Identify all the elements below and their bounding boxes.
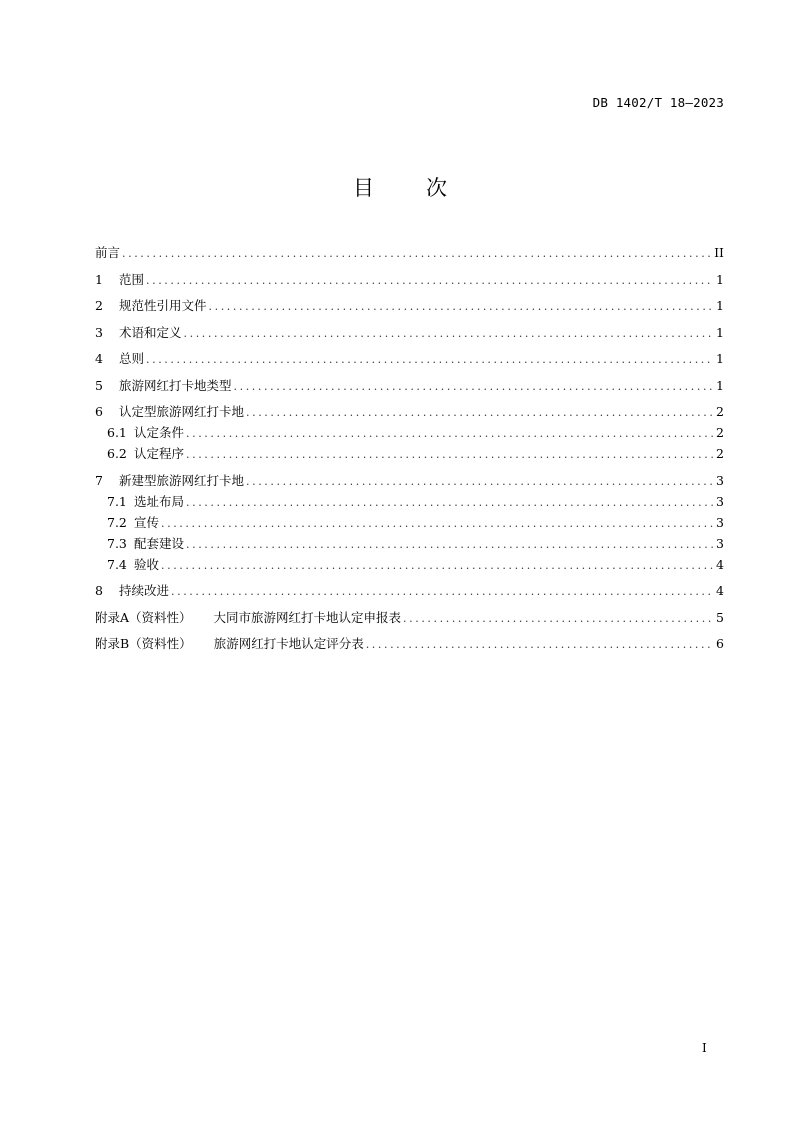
toc-leader-dots [186, 444, 714, 464]
toc-leader-dots [209, 296, 715, 316]
toc-page: 3 [716, 493, 724, 509]
toc-page: 6 [716, 636, 724, 651]
toc-label: 旅游网红打卡地类型 [119, 377, 232, 393]
toc-label: 选址布局 [134, 493, 185, 509]
toc-page: 3 [716, 514, 724, 530]
toc-number: 7.3 [107, 535, 127, 551]
toc-entry-8[interactable] [95, 580, 724, 601]
toc-label: 范围 [119, 271, 145, 287]
toc-label: 旅游网红打卡地认定评分表 [213, 636, 364, 651]
toc-entry-7-2[interactable] [95, 512, 724, 533]
toc-page: 4 [716, 583, 724, 598]
toc-entry-foreword[interactable] [95, 242, 724, 263]
toc-label: 规范性引用文件 [119, 298, 207, 313]
toc-label: 大同市旅游网红打卡地认定申报表 [213, 609, 402, 625]
toc-leader-dots [186, 534, 714, 554]
toc-entry-2[interactable] [95, 295, 724, 316]
toc-leader-dots [122, 243, 712, 263]
toc-entry-7[interactable] [95, 470, 724, 491]
toc-leader-dots [186, 492, 714, 512]
toc-appendix-label: 附录A（资料性） [95, 609, 192, 625]
toc-label: 验收 [134, 556, 160, 572]
toc-leader-dots [171, 581, 714, 601]
toc-leader-dots [161, 513, 714, 533]
toc-number: 7.4 [107, 556, 127, 572]
toc-page: 1 [716, 351, 724, 366]
toc-entry-5[interactable] [95, 375, 724, 396]
toc-entry-6[interactable] [95, 401, 724, 422]
toc-page: 2 [716, 446, 724, 461]
toc-number: 2 [95, 298, 103, 313]
toc-entry-6-1[interactable] [95, 422, 724, 443]
toc-leader-dots [366, 634, 714, 654]
table-of-contents [95, 242, 724, 654]
toc-entry-7-4[interactable] [95, 554, 724, 575]
toc-appendix-label: 附录B（资料性） [95, 636, 192, 651]
toc-label: 认定型旅游网红打卡地 [119, 404, 245, 419]
title-char-2: 次 [426, 176, 447, 200]
footer-page-number: I [702, 1041, 707, 1055]
toc-number: 6 [95, 404, 103, 419]
toc-page: 1 [716, 271, 724, 287]
toc-leader-dots [403, 608, 714, 628]
toc-page: II [714, 245, 724, 260]
toc-page: 2 [716, 404, 724, 419]
toc-label: 配套建设 [134, 535, 185, 551]
page-title [0, 172, 800, 202]
toc-entry-3[interactable] [95, 322, 724, 343]
title-char-1: 目 [353, 176, 374, 200]
toc-entry-appendix-b[interactable] [95, 633, 724, 654]
toc-page: 1 [716, 377, 724, 393]
toc-entry-7-3[interactable] [95, 533, 724, 554]
toc-label: 认定程序 [134, 446, 185, 461]
toc-number: 6.2 [107, 446, 127, 461]
toc-page: 4 [716, 556, 724, 572]
toc-leader-dots [184, 323, 715, 343]
toc-label: 总则 [119, 351, 145, 366]
toc-entry-appendix-a[interactable] [95, 607, 724, 628]
toc-leader-dots [161, 555, 714, 575]
toc-page: 2 [716, 425, 724, 440]
toc-page: 5 [716, 609, 724, 625]
toc-entry-7-1[interactable] [95, 491, 724, 512]
toc-label: 持续改进 [119, 583, 170, 598]
toc-number: 5 [95, 377, 103, 393]
toc-entry-1[interactable] [95, 269, 724, 290]
toc-entry-6-2[interactable] [95, 443, 724, 464]
toc-label: 宣传 [134, 514, 160, 530]
toc-number: 4 [95, 351, 103, 366]
toc-label: 新建型旅游网红打卡地 [119, 472, 245, 488]
toc-entry-4[interactable] [95, 348, 724, 369]
toc-number: 7.1 [107, 493, 127, 509]
toc-number: 3 [95, 324, 103, 340]
standard-code: DB 1402/T 18—2023 [592, 95, 724, 110]
toc-page: 3 [716, 472, 724, 488]
toc-leader-dots [246, 471, 714, 491]
toc-label: 术语和定义 [119, 324, 182, 340]
toc-number: 6.1 [107, 425, 127, 440]
toc-number: 7.2 [107, 514, 127, 530]
toc-label: 前言 [95, 245, 121, 260]
toc-label: 认定条件 [134, 425, 185, 440]
toc-leader-dots [246, 402, 714, 422]
toc-number: 1 [95, 271, 103, 287]
toc-leader-dots [186, 423, 714, 443]
toc-leader-dots [146, 270, 714, 290]
toc-number: 8 [95, 583, 103, 598]
toc-page: 3 [716, 535, 724, 551]
toc-page: 1 [716, 298, 724, 313]
toc-number: 7 [95, 472, 103, 488]
toc-page: 1 [716, 324, 724, 340]
toc-leader-dots [146, 349, 714, 369]
toc-leader-dots [234, 376, 715, 396]
